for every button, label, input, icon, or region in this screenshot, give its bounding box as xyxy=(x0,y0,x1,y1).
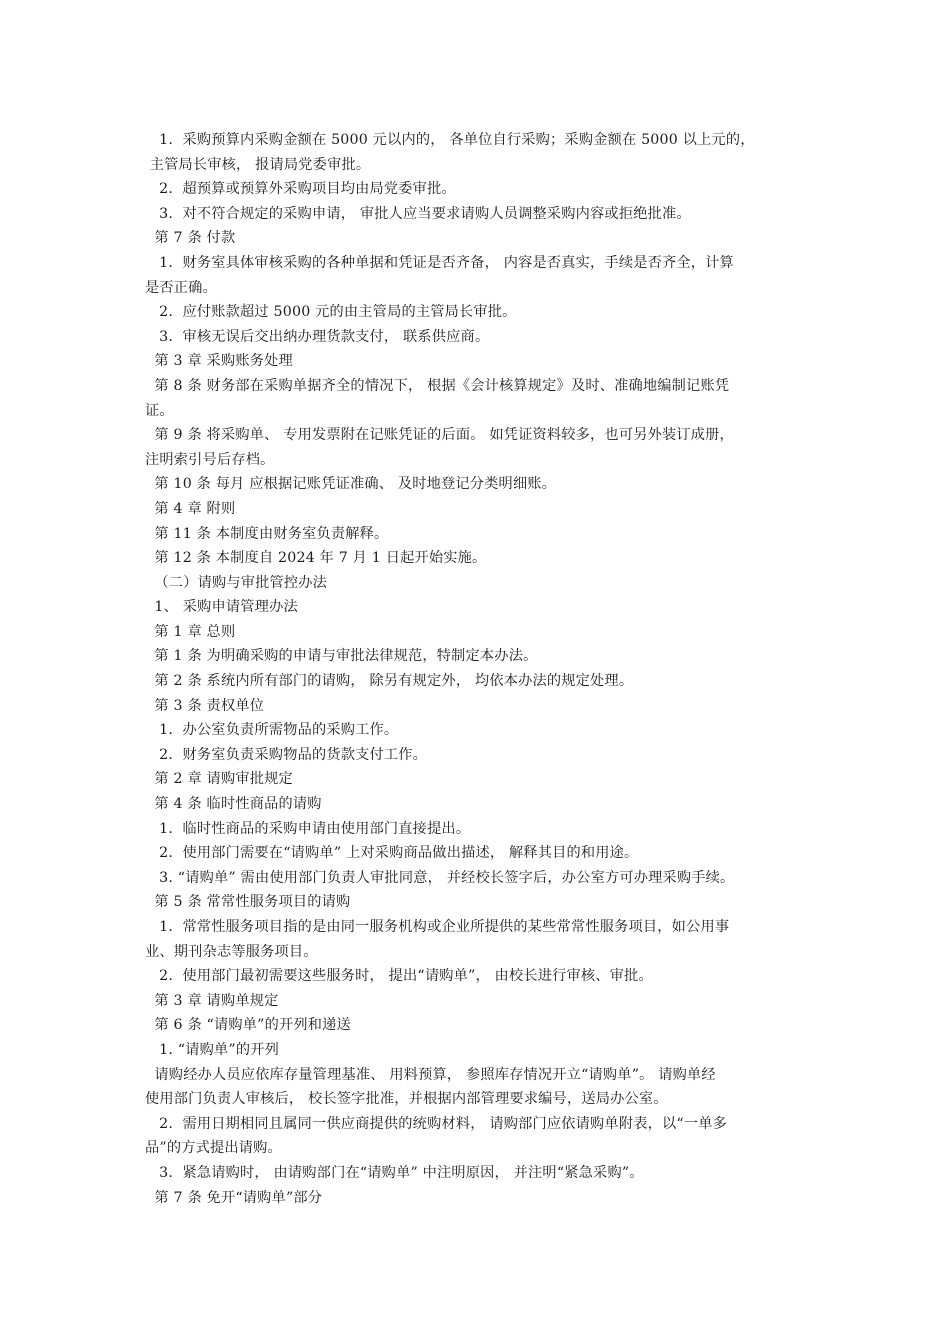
text-line: 是否正确。 xyxy=(145,279,217,296)
text-line: 1. 采购预算内采购金额在 5000 元以内的， 各单位自行采购；采购金额在 5000 以上元的， xyxy=(145,132,755,148)
text-line: 请购经办人员应依库存量管理基准、 用料预算， 参照库存情况开立“请购单”。 请购单经 xyxy=(145,1066,716,1083)
section-heading: 第 7 条 付款 xyxy=(145,230,236,247)
text-line: 3. 审核无误后交出纳办理货款支付， 联系供应商。 xyxy=(145,328,490,345)
text-line: 品”的方式提出请购。 xyxy=(145,1140,282,1157)
text-line: 第 9 条 将采购单、 专用发票附在记账凭证的后面。 如凭证资料较多，也可另外装订成册， xyxy=(145,427,734,444)
text-line: 使用部门负责人审核后， 校长签字批准，并根据内部管理要求编号，送局办公室。 xyxy=(145,1091,668,1108)
text-line: 2. 应付账款超过 5000 元的由主管局的主管局长审批。 xyxy=(145,304,517,321)
text-line: 业、期刊杂志等服务项目。 xyxy=(145,943,318,960)
chapter-heading: 第 1 章 总则 xyxy=(145,623,236,640)
text-line: 第 2 条 系统内所有部门的请购， 除另有规定外， 均依本办法的规定处理。 xyxy=(145,673,634,690)
section-title: （二）请购与审批管控办法 xyxy=(145,574,328,591)
text-line: 2. 使用部门最初需要这些服务时， 提出“请购单”， 由校长进行审核、审批。 xyxy=(145,968,653,985)
text-line: 2. 使用部门需要在“请购单” 上对采购商品做出描述， 解释其目的和用途。 xyxy=(145,845,639,862)
text-line: 注明索引号后存档。 xyxy=(145,451,275,468)
text-line: 2. 需用日期相同且属同一供应商提供的统购材料， 请购部门应依请购单附表，以“一单多 xyxy=(145,1115,727,1132)
chapter-heading: 第 3 章 采购账务处理 xyxy=(145,353,293,370)
text-line: 1. 临时性商品的采购申请由使用部门直接提出。 xyxy=(145,820,471,837)
chapter-heading: 第 4 章 附则 xyxy=(145,500,236,517)
chapter-heading: 第 2 章 请购审批规定 xyxy=(145,771,293,788)
text-line: 2. 财务室负责采购物品的货款支付工作。 xyxy=(145,746,428,763)
text-line: 第 1 条 为明确采购的申请与审批法律规范，特制定本办法。 xyxy=(145,648,538,665)
section-heading: 第 5 条 常常性服务项目的请购 xyxy=(145,894,351,911)
text-line: 1. 常常性服务项目指的是由同一服务机构或企业所提供的某些常常性服务项目，如公用事 xyxy=(145,919,730,935)
text-line: 主管局长审核， 报请局党委审批。 xyxy=(145,156,371,173)
chapter-heading: 第 3 章 请购单规定 xyxy=(145,992,279,1009)
text-line: 1. 财务室具体审核采购的各种单据和凭证是否齐备， 内容是否真实，手续是否齐全，计算 xyxy=(145,254,734,271)
document-body xyxy=(145,128,813,1210)
section-heading: 第 4 条 临时性商品的请购 xyxy=(145,796,322,813)
text-line: 1. “请购单”的开列 xyxy=(145,1041,280,1058)
section-heading: 第 7 条 免开“请购单”部分 xyxy=(145,1189,323,1206)
section-heading: 第 3 条 责权单位 xyxy=(145,697,265,714)
text-line: 第 11 条 本制度由财务室负责解释。 xyxy=(145,525,389,542)
text-line: 2. 超预算或预算外采购项目均由局党委审批。 xyxy=(145,181,456,198)
text-line: 1. 办公室负责所需物品的采购工作。 xyxy=(145,722,399,739)
text-line: 证。 xyxy=(145,402,174,419)
text-line: 3. “请购单” 需由使用部门负责人审批同意， 并经校长签字后，办公室方可办理采购手续。 xyxy=(145,869,735,886)
subsection-title: 1、 采购申请管理办法 xyxy=(145,599,298,616)
text-line: 第 12 条 本制度自 2024 年 7 月 1 日起开始实施。 xyxy=(145,550,487,567)
text-line: 第 10 条 每月 应根据记账凭证准确、 及时地登记分类明细账。 xyxy=(145,476,557,493)
text-line: 3. 紧急请购时， 由请购部门在“请购单” 中注明原因， 并注明“紧急采购”。 xyxy=(145,1164,644,1181)
section-heading: 第 6 条 “请购单”的开列和递送 xyxy=(145,1017,351,1034)
text-line: 第 8 条 财务部在采购单据齐全的情况下， 根据《会计核算规定》及时、准确地编制记账凭 xyxy=(145,377,730,394)
text-line: 3. 对不符合规定的采购申请， 审批人应当要求请购人员调整采购内容或拒绝批准。 xyxy=(145,205,691,222)
